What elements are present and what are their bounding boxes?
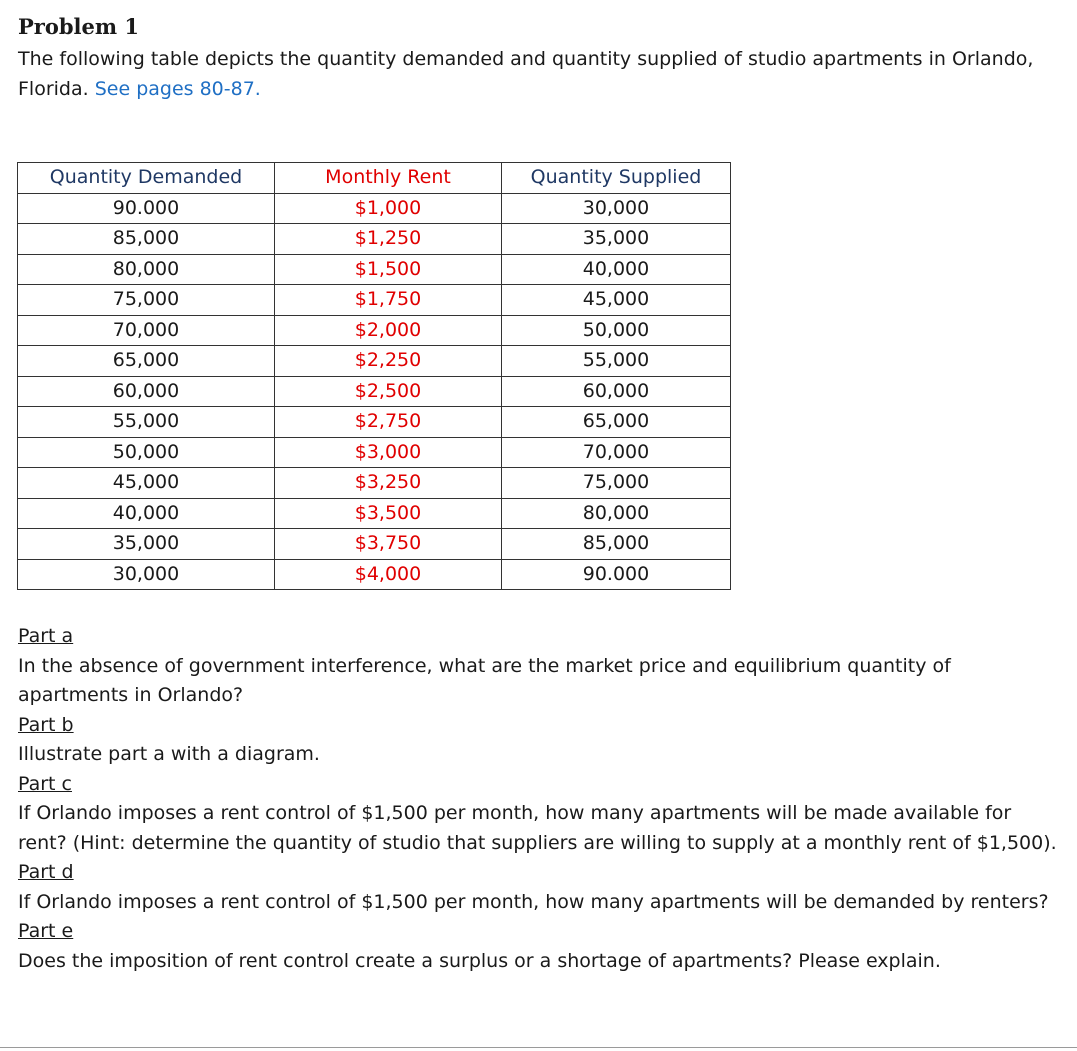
cell-quantity-supplied: 60,000 — [502, 376, 731, 407]
part-b-heading: Part b — [18, 713, 74, 736]
cell-quantity-demanded: 75,000 — [18, 285, 275, 316]
supply-demand-table — [17, 162, 731, 590]
part-e-heading: Part e — [18, 920, 74, 942]
cell-monthly-rent: $3,750 — [275, 529, 502, 560]
cell-monthly-rent: $2,250 — [275, 346, 502, 377]
cell-quantity-supplied: 40,000 — [502, 254, 731, 285]
cell-monthly-rent: $1,000 — [275, 193, 502, 224]
part-d-heading: Part d — [18, 861, 74, 883]
part-c-question: If Orlando imposes a rent control of $1,500 per month, how many apartments will be made available for rent? (Hint: determine the quantity of studio that suppliers are willing to supply at a monthly rent of $1,500). — [18, 802, 1057, 854]
cell-quantity-demanded: 60,000 — [18, 376, 275, 407]
cell-monthly-rent: $2,000 — [275, 315, 502, 346]
cell-quantity-supplied: 65,000 — [502, 407, 731, 438]
table-row — [18, 407, 731, 438]
part-e-question: Does the imposition of rent control create a surplus or a shortage of apartments? Please explain. — [18, 949, 941, 972]
cell-monthly-rent: $1,500 — [275, 254, 502, 285]
table-row — [18, 285, 731, 316]
cell-quantity-demanded: 30,000 — [18, 559, 275, 590]
cell-monthly-rent: $4,000 — [275, 559, 502, 590]
header-quantity-supplied: Quantity Supplied — [502, 163, 731, 194]
part-a-heading: Part a — [18, 625, 74, 647]
cell-quantity-demanded: 50,000 — [18, 437, 275, 468]
part-b-question: Illustrate part a with a diagram. — [18, 743, 320, 765]
table-header-row — [18, 163, 731, 194]
table-row — [18, 224, 731, 255]
cell-quantity-demanded: 35,000 — [18, 529, 275, 560]
cell-quantity-supplied: 70,000 — [502, 437, 731, 468]
header-monthly-rent: Monthly Rent — [275, 163, 502, 194]
cell-monthly-rent: $2,750 — [275, 407, 502, 438]
cell-quantity-supplied: 90.000 — [502, 559, 731, 590]
cell-quantity-supplied: 55,000 — [502, 346, 731, 377]
table-row — [18, 498, 731, 529]
table-row — [18, 437, 731, 468]
cell-monthly-rent: $3,250 — [275, 468, 502, 499]
cell-monthly-rent: $1,750 — [275, 285, 502, 316]
cell-quantity-demanded: 65,000 — [18, 346, 275, 377]
problem-title: Problem 1 — [18, 14, 140, 39]
question-parts — [18, 622, 1063, 976]
problem-intro — [18, 44, 1058, 104]
table-row — [18, 529, 731, 560]
cell-quantity-demanded: 85,000 — [18, 224, 275, 255]
part-a-question: In the absence of government interference, what are the market price and equilibrium quantity of apartments in Orlando? — [18, 654, 951, 706]
table-row — [18, 254, 731, 285]
cell-quantity-demanded: 80,000 — [18, 254, 275, 285]
table-row — [18, 468, 731, 499]
cell-quantity-demanded: 70,000 — [18, 315, 275, 346]
table-row — [18, 376, 731, 407]
bottom-divider — [0, 1047, 1077, 1048]
header-quantity-demanded: Quantity Demanded — [18, 163, 275, 194]
cell-monthly-rent: $3,000 — [275, 437, 502, 468]
intro-text: The following table depicts the quantity demanded and quantity supplied of studio apartments in Orlando, Florida. — [18, 48, 1034, 100]
cell-quantity-supplied: 80,000 — [502, 498, 731, 529]
table-row — [18, 559, 731, 590]
table-row — [18, 193, 731, 224]
cell-quantity-supplied: 85,000 — [502, 529, 731, 560]
cell-quantity-supplied: 35,000 — [502, 224, 731, 255]
part-d-question: If Orlando imposes a rent control of $1,500 per month, how many apartments will be demanded by renters? — [18, 890, 1049, 913]
cell-quantity-supplied: 50,000 — [502, 315, 731, 346]
cell-monthly-rent: $3,500 — [275, 498, 502, 529]
cell-quantity-supplied: 30,000 — [502, 193, 731, 224]
cell-quantity-demanded: 55,000 — [18, 407, 275, 438]
table-row — [18, 346, 731, 377]
cell-monthly-rent: $1,250 — [275, 224, 502, 255]
table-row — [18, 315, 731, 346]
cell-quantity-demanded: 90.000 — [18, 193, 275, 224]
cell-quantity-supplied: 75,000 — [502, 468, 731, 499]
part-c-heading: Part c — [18, 772, 72, 795]
cell-monthly-rent: $2,500 — [275, 376, 502, 407]
cell-quantity-supplied: 45,000 — [502, 285, 731, 316]
page-reference-link[interactable]: See pages 80-87. — [94, 78, 261, 100]
cell-quantity-demanded: 45,000 — [18, 468, 275, 499]
cell-quantity-demanded: 40,000 — [18, 498, 275, 529]
